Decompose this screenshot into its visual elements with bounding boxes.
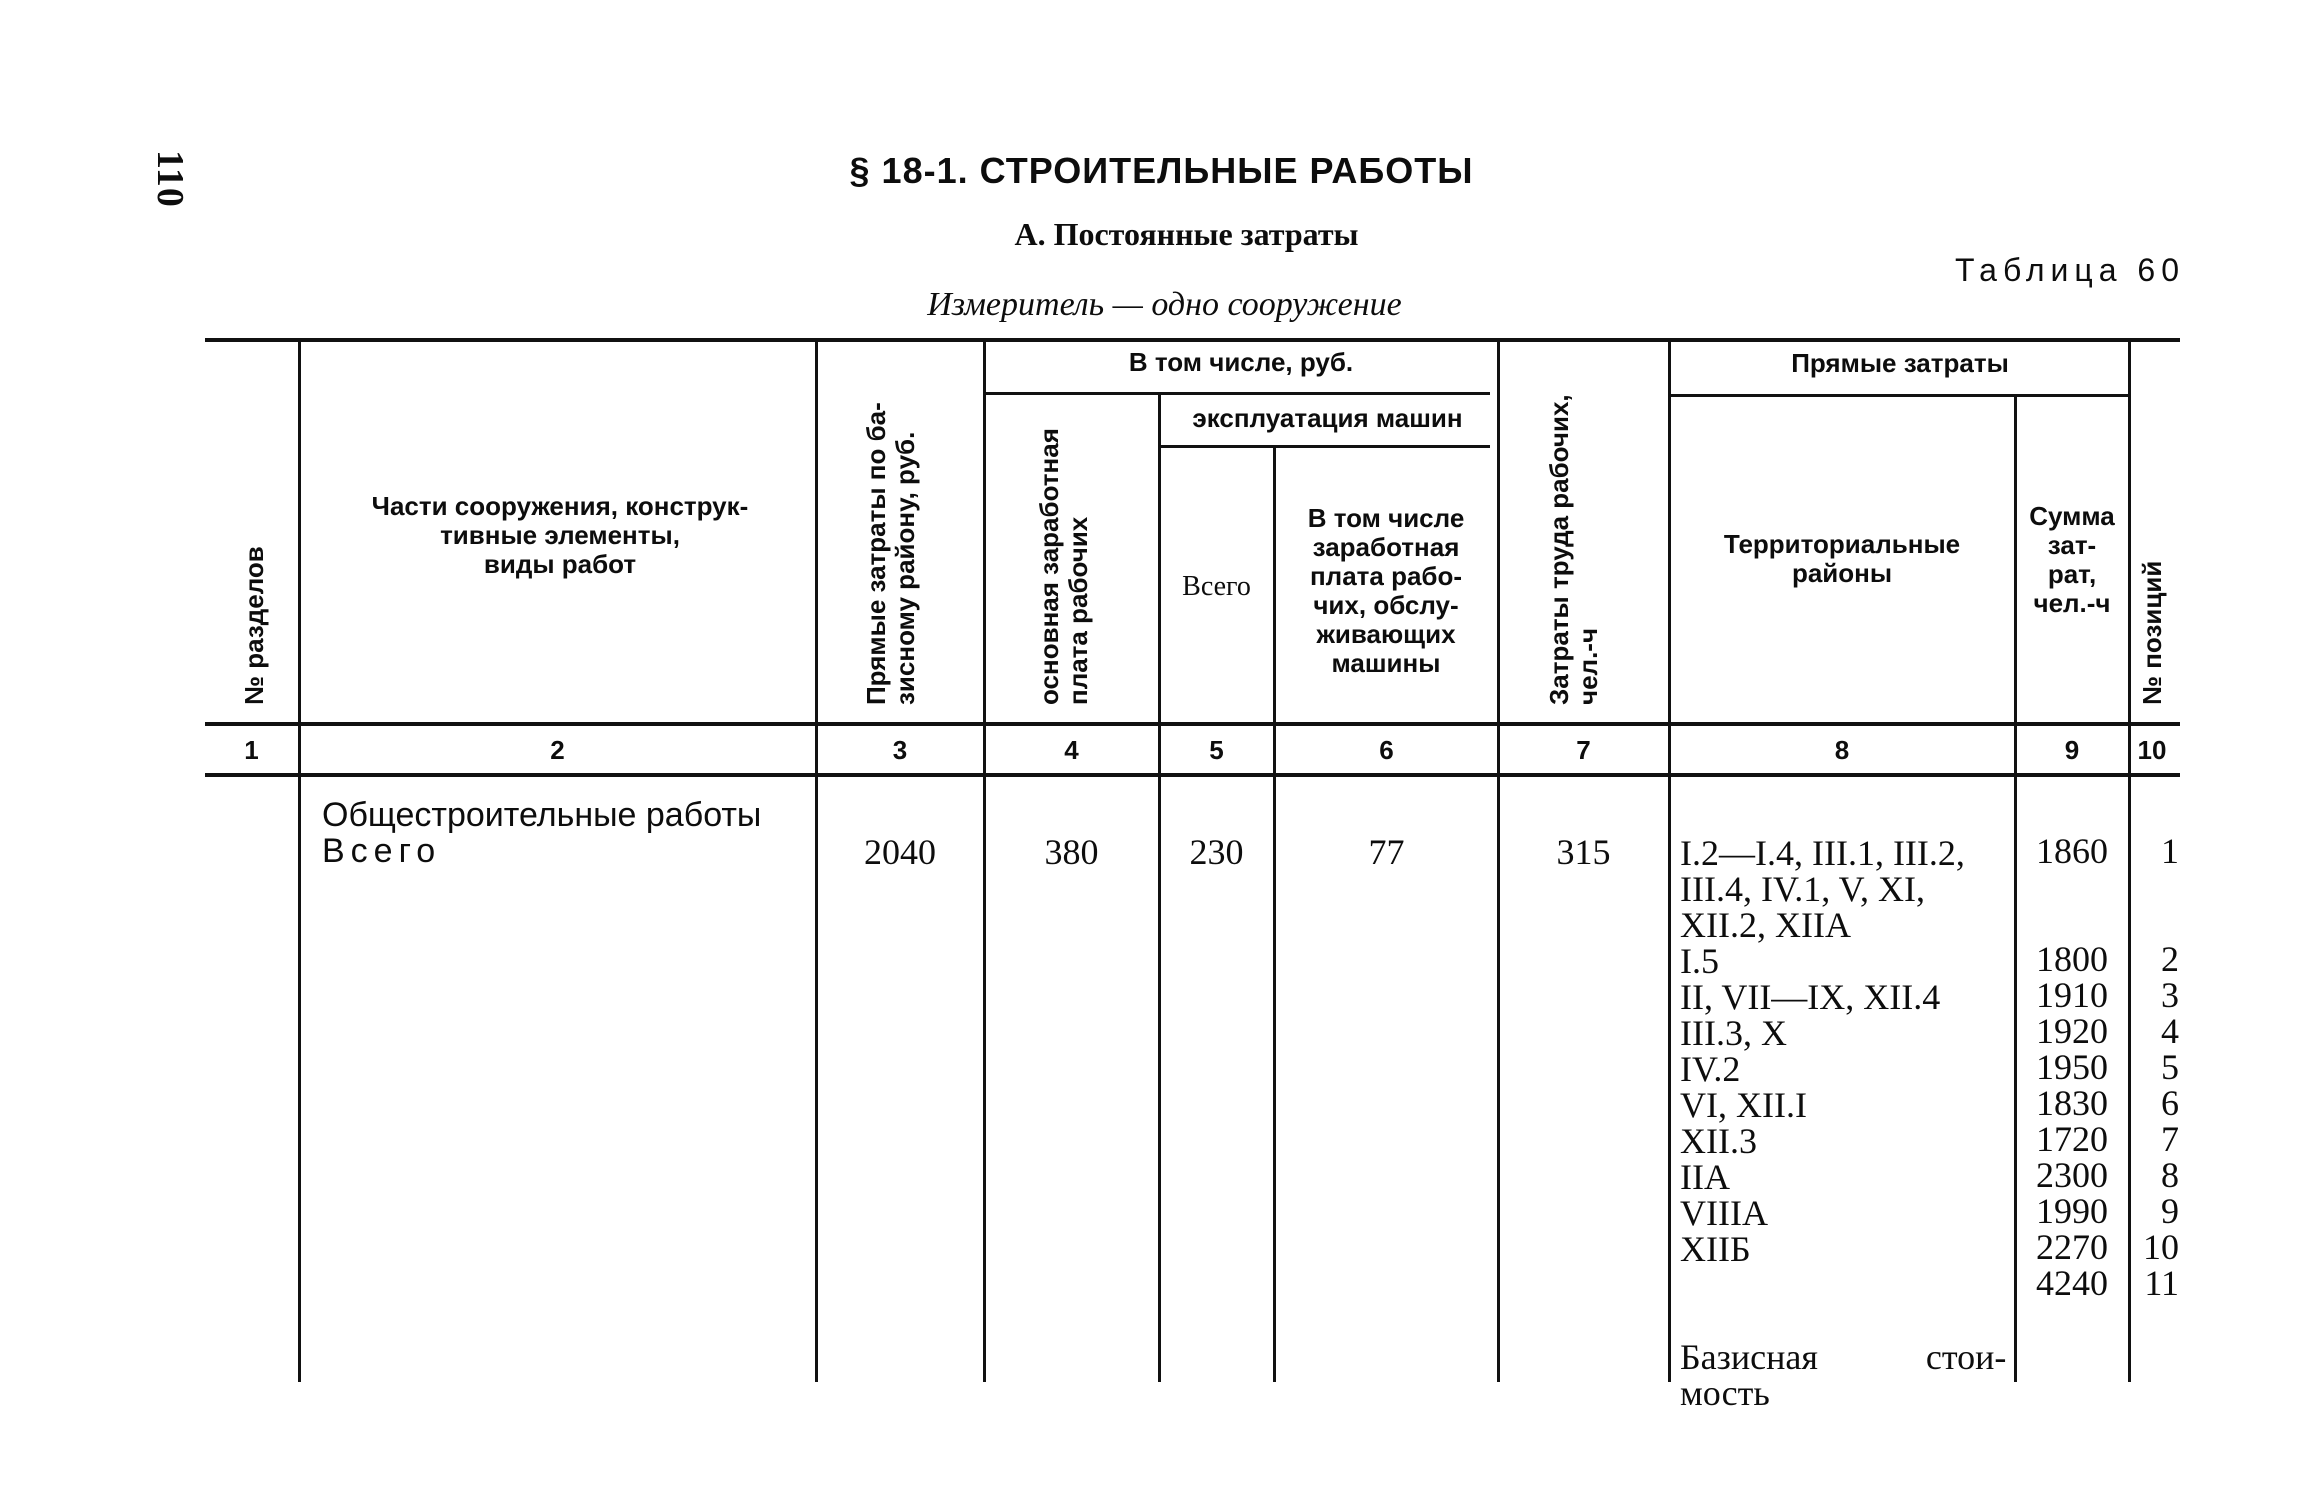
- region-label: I.2—I.4, III.1, III.2, III.4, IV.1, V, XI, XII.2, XIIA: [1680, 833, 1965, 945]
- header-col10: № позиций: [2137, 560, 2167, 705]
- position-number: 2: [2161, 939, 2179, 979]
- header-col2: Части сооружения, конструк- тивные элементы, виды работ: [371, 491, 749, 579]
- region-sum: 1800: [2036, 939, 2108, 979]
- group-line-pryamye: [1668, 394, 2128, 397]
- col-divider-4: [1158, 395, 1161, 1382]
- region-sum: 2300: [2036, 1155, 2108, 1195]
- machines-wages-value: 77: [1368, 832, 1405, 872]
- col-divider-7: [1668, 342, 1671, 1382]
- group-line-v-tom-chisle: [985, 392, 1490, 395]
- header-col9: Сумма зат- рат, чел.-ч: [2029, 501, 2115, 618]
- work-total: Всего: [322, 832, 442, 870]
- labor-value: 315: [1556, 832, 1611, 872]
- column-number-10: 10: [2137, 735, 2167, 765]
- col-divider-1: [298, 342, 301, 1382]
- region-label: II, VII—IX, XII.4: [1680, 977, 1941, 1017]
- header-col8: Территориальные районы: [1723, 529, 1961, 588]
- page-number: 110: [149, 150, 191, 208]
- position-number: 11: [2144, 1263, 2179, 1303]
- column-number-6: 6: [1379, 735, 1394, 765]
- machines-total-value: 230: [1189, 832, 1244, 872]
- section-title: § 18-1. СТРОИТЕЛЬНЫЕ РАБОТЫ: [849, 150, 1474, 191]
- region-sum: 1990: [2036, 1191, 2108, 1231]
- region-label: XIIБ: [1680, 1229, 1751, 1269]
- region-sum: 1950: [2036, 1047, 2108, 1087]
- work-name: Общестроительные работы: [322, 796, 762, 834]
- header-col4: основная заработная плата рабочих: [1034, 428, 1093, 705]
- position-number: 5: [2161, 1047, 2179, 1087]
- region-label: XII.3: [1680, 1121, 1757, 1161]
- region-sum: 1720: [2036, 1119, 2108, 1159]
- direct-costs-value: 2040: [864, 832, 936, 872]
- measure-unit: Измеритель — одно сооружение: [927, 286, 1402, 323]
- table-top-border: [205, 338, 2180, 342]
- region-label: VIIIA: [1680, 1193, 1768, 1233]
- column-number-3: 3: [892, 735, 908, 765]
- header-bottom-border: [205, 722, 2180, 726]
- column-number-4: 4: [1064, 735, 1079, 765]
- region-sum: 1860: [2036, 831, 2108, 871]
- header-col1: № разделов: [239, 546, 269, 705]
- position-number: 8: [2161, 1155, 2179, 1195]
- wages-value: 380: [1044, 832, 1099, 872]
- region-label: IIA: [1680, 1157, 1730, 1197]
- region-label: IV.2: [1680, 1049, 1741, 1089]
- position-number: 3: [2161, 975, 2179, 1015]
- header-col6: В том числе заработная плата рабо- чих, обслу- живающих машины: [1307, 503, 1465, 678]
- header-col5: Всего: [1182, 571, 1251, 602]
- colnum-bottom-border: [205, 773, 2180, 777]
- region-label: Базисная стои- мость: [1680, 1337, 2007, 1413]
- column-number-2: 2: [550, 735, 565, 765]
- region-label: I.5: [1680, 941, 1719, 981]
- column-number-9: 9: [2064, 735, 2080, 765]
- table-label: Таблица 60: [1955, 252, 2185, 288]
- group-line-ekspluatatsiya: [1160, 445, 1490, 448]
- column-number-1: 1: [244, 735, 259, 765]
- position-number: 10: [2143, 1227, 2179, 1267]
- header-group-pryamye: Прямые затраты: [1791, 348, 2009, 378]
- header-group-ekspluatatsiya: эксплуатация машин: [1192, 403, 1463, 433]
- position-number: 7: [2161, 1119, 2179, 1159]
- column-number-5: 5: [1209, 735, 1224, 765]
- column-number-7: 7: [1576, 735, 1591, 765]
- subtitle: А. Постоянные затраты: [1014, 216, 1359, 252]
- header-group-v-tom-chisle: В том числе, руб.: [1128, 347, 1354, 377]
- region-sum: 4240: [2036, 1263, 2108, 1303]
- header-col7: Затраты труда рабочих, чел.-ч: [1544, 394, 1603, 705]
- column-number-8: 8: [1834, 735, 1850, 765]
- position-number: 6: [2161, 1083, 2179, 1123]
- region-label: III.3, X: [1680, 1013, 1787, 1053]
- position-number: 9: [2161, 1191, 2179, 1231]
- region-sum: 1910: [2036, 975, 2108, 1015]
- region-sum: 1830: [2036, 1083, 2108, 1123]
- position-number: 1: [2161, 831, 2179, 871]
- header-col3: Прямые затраты по ба- зисному району, руб.: [861, 402, 920, 705]
- region-label: VI, XII.I: [1680, 1085, 1807, 1125]
- region-sum: 1920: [2036, 1011, 2108, 1051]
- region-sum: 2270: [2036, 1227, 2108, 1267]
- position-number: 4: [2161, 1011, 2179, 1051]
